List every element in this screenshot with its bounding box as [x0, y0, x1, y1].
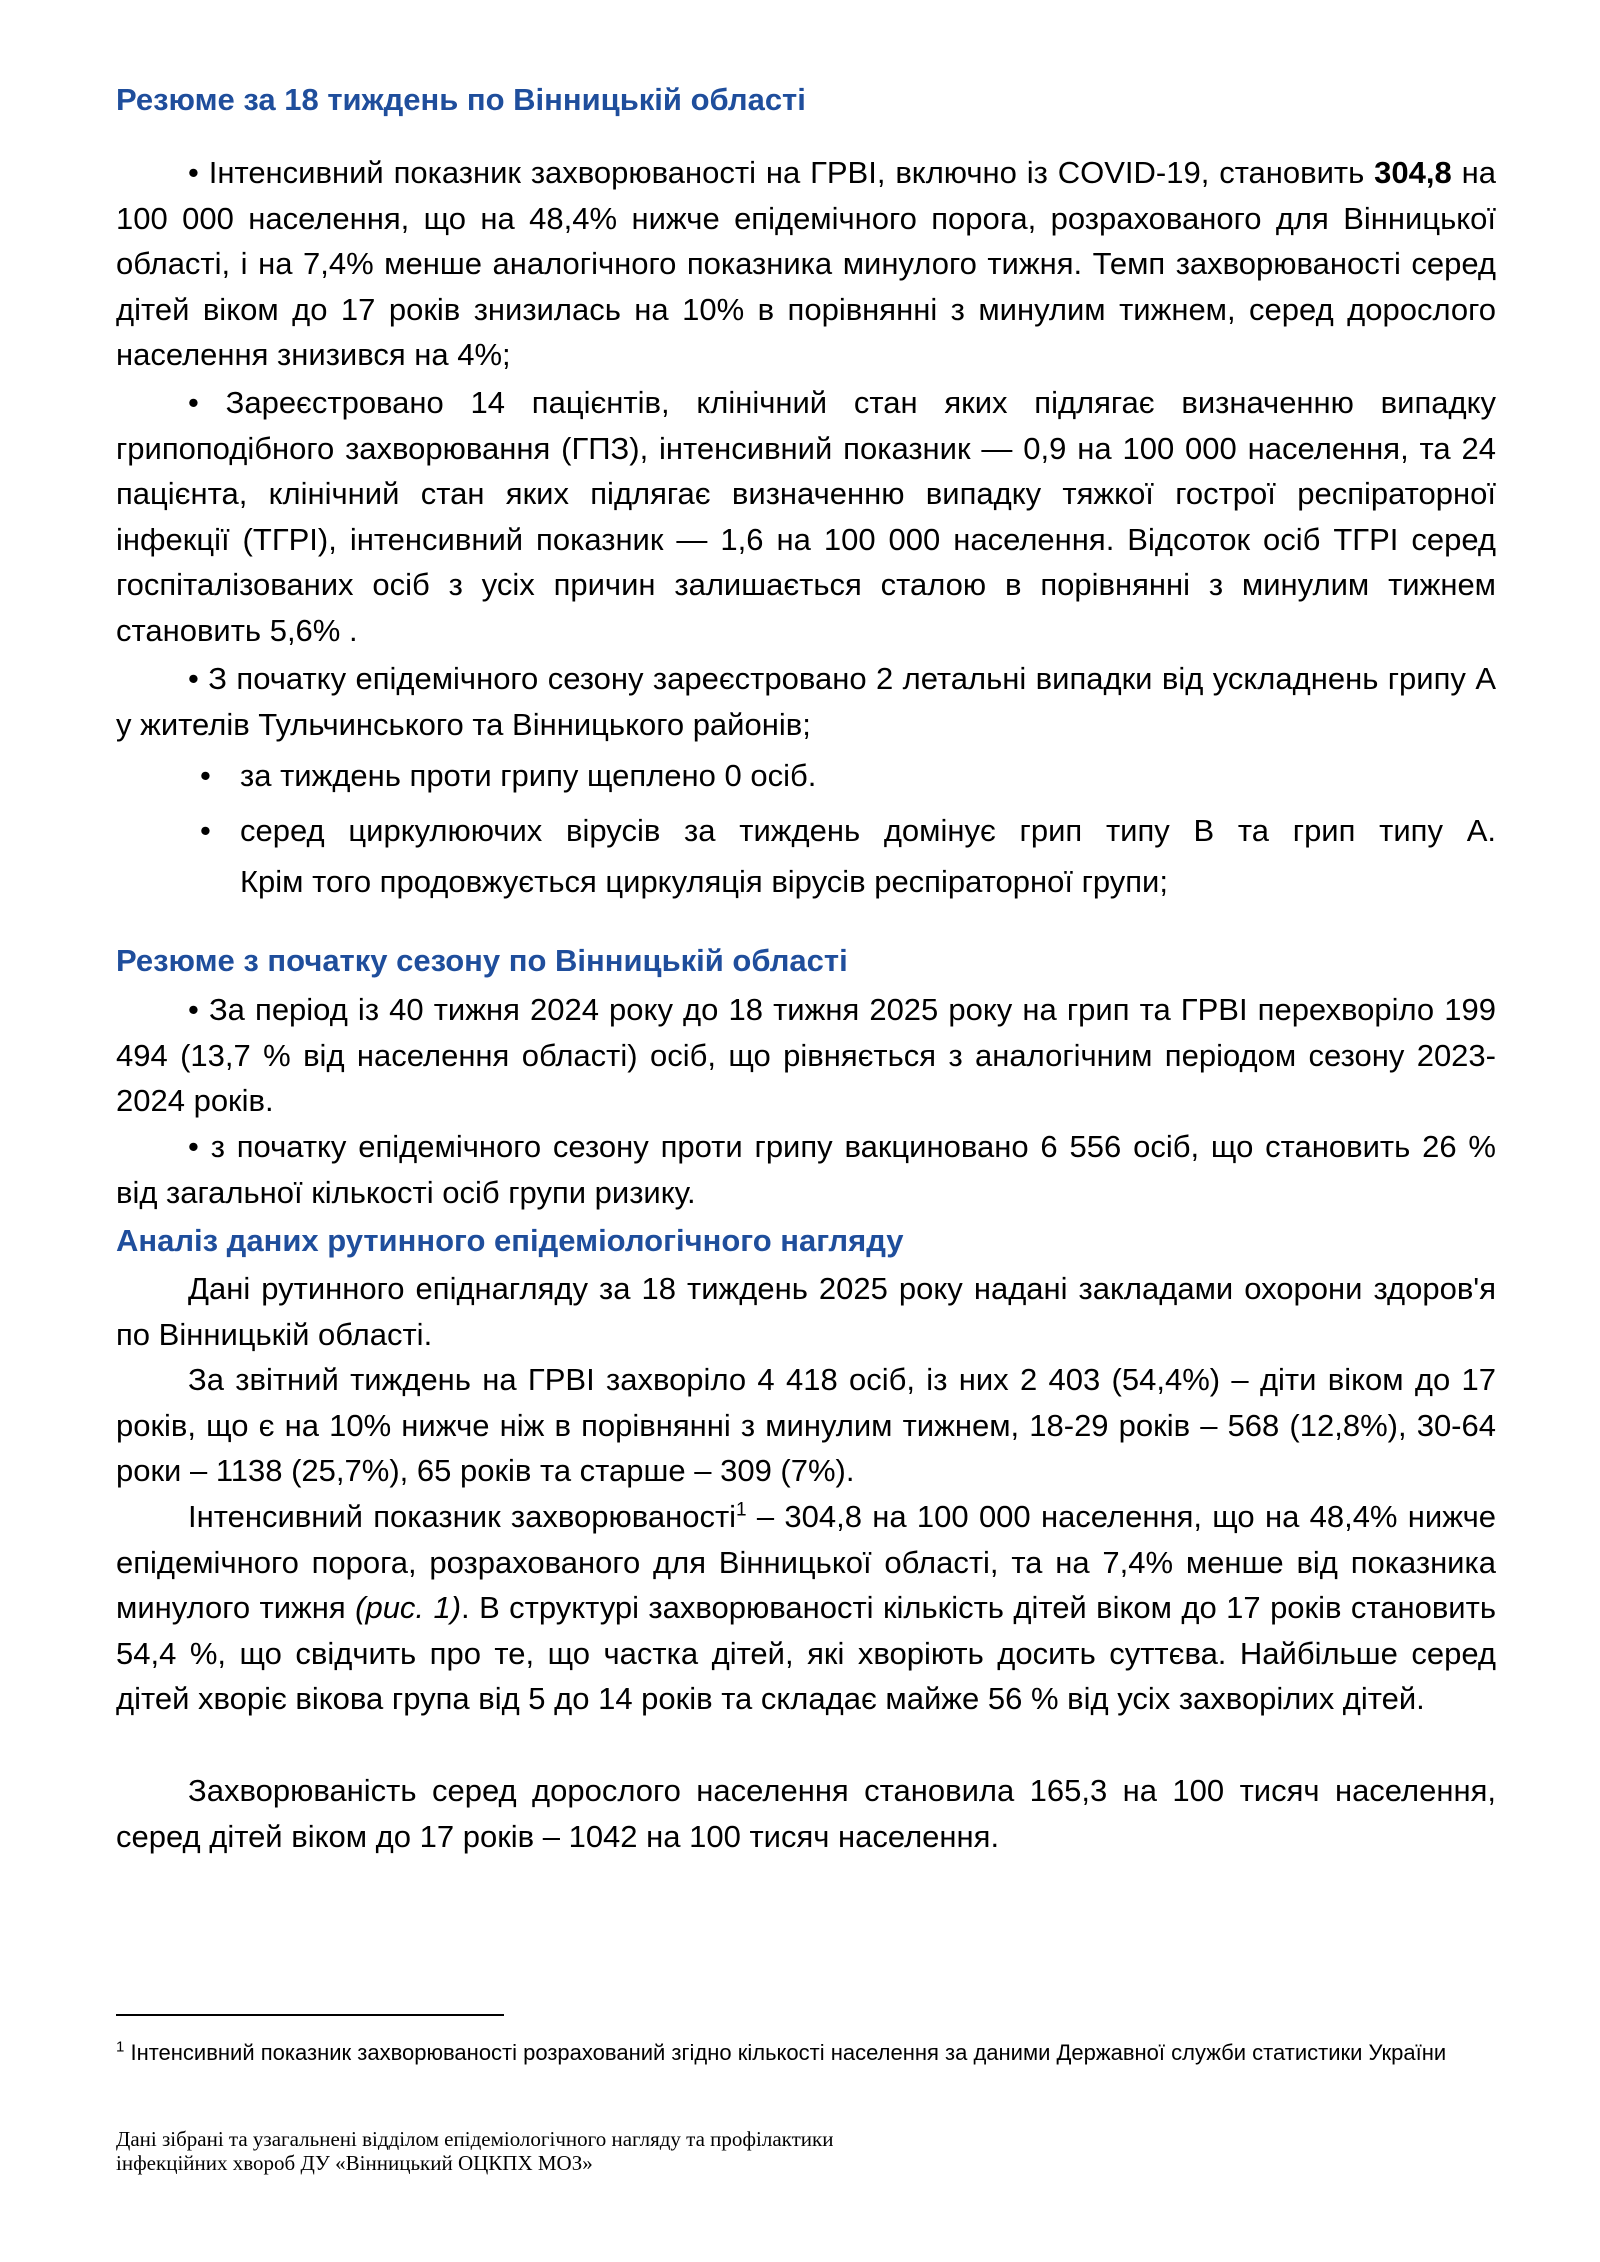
summary-bullet-vaccinated-week: за тиждень проти грипу щеплено 0 осіб.: [240, 758, 817, 793]
footnote: $^1$ Інтенсивний показник захворюваності розрахований згідно кількості населення за даними Державної служби статистики України: [116, 2038, 1447, 2065]
analysis-paragraph-intensity: Інтенсивний показник захворюваності$^1$ – 304,8 на 100 000 населення, що на 48,4% нижче епідемічного порога, розрахованого для Вінницької області, та на 7,4% менше від показника минулого тижня (рис. 1). В структурі захворюваності кількість дітей віком до 17 років становить 54,4 %, що свідчить про те, що частка дітей, які хворіють досить суттєва. Найбільше серед дітей хворіє вікова група від 5 до 14 років та складає майже 56 % від усіх захворілих дітей.: [116, 1499, 1496, 1716]
intensity-value: 304,8: [1374, 155, 1452, 190]
data-source-note: Дані зібрані та узагальнені відділом епідеміологічного нагляду та профілактики інфекційних хвороб ДУ «Вінницький ОЦКПХ МОЗ»: [116, 2127, 834, 2175]
season-bullet-cases: • За період із 40 тижня 2024 року до 18 тижня 2025 року на грип та ГРВІ перехворіло 199 494 (13,7 % від населення області) осіб, що рівняється з аналогічним періодом сезону 2023-2024 років.: [116, 992, 1496, 1118]
season-bullet-vaccination: • з початку епідемічного сезону проти грипу вакциновано 6 556 осіб, що становить 26 % від загальної кількості осіб групи ризику.: [116, 1129, 1496, 1210]
section-heading-season-summary: Резюме з початку сезону по Вінницькій області: [116, 943, 848, 978]
bullet-marker: •: [200, 758, 211, 793]
figure-reference: (рис. 1): [355, 1590, 462, 1625]
summary-bullet-viruses-cont: Крім того продовжується циркуляція вірусів респіраторної групи;: [240, 864, 1168, 899]
summary-bullet-viruses: серед циркулюючих вірусів за тиждень домінує грип типу В та грип типу А.: [240, 813, 1496, 848]
analysis-paragraph-weekly-cases: За звітний тиждень на ГРВІ захворіло 4 418 осіб, із них 2 403 (54,4%) – діти віком до 17 років, що є на 10% нижче ніж в порівнянні з минулим тижнем, 18-29 років – 568 (12,8%), 30-64 роки – 1138 (25,7%), 65 років та старше – 309 (7%).: [116, 1362, 1496, 1488]
summary-bullet-intensity: • Інтенсивний показник захворюваності на ГРВІ, включно із COVID-19, становить 304,8 на 100 000 населення, що на 48,4% нижче епідемічного порога, розрахованого для Вінницької області, і на 7,4% менше аналогічного показника минулого тижня. Темп захворюваності серед дітей віком до 17 років знизилась на 10% в порівнянні з минулим тижнем, серед дорослого населення знизився на 4%;: [116, 155, 1496, 372]
section-heading-weekly-summary: Резюме за 18 тиждень по Вінницькій області: [116, 82, 806, 117]
summary-bullet-fatal-cases: • З початку епідемічного сезону зареєстровано 2 летальні випадки від ускладнень грипу А у жителів Тульчинського та Вінницького районів;: [116, 661, 1496, 742]
summary-bullet-ili-sari: • Зареєстровано 14 пацієнтів, клінічний стан яких підлягає визначенню випадку грипоподібного захворювання (ГПЗ), інтенсивний показник — 0,9 на 100 000 населення, та 24 пацієнта, клінічний стан яких підлягає визначенню випадку тяжкої гострої респіраторної інфекції (ТГРІ), інтенсивний показник — 1,6 на 100 000 населення. Відсоток осіб ТГРІ серед госпіталізованих осіб з усіх причин залишається сталою в порівнянні з минулим тижнем становить 5,6% .: [116, 385, 1496, 648]
section-heading-surveillance-analysis: Аналіз даних рутинного епідеміологічного нагляду: [116, 1223, 904, 1258]
analysis-paragraph-adult-children: Захворюваність серед дорослого населення становила 165,3 на 100 тисяч населення, серед дітей віком до 17 років – 1042 на 100 тисяч населення.: [116, 1773, 1496, 1854]
footnote-ref: 1: [736, 1499, 747, 1521]
footnote-divider: [116, 2014, 504, 2016]
analysis-paragraph-data-source: Дані рутинного епіднагляду за 18 тиждень 2025 року надані закладами охорони здоров'я по Вінницькій області.: [116, 1271, 1496, 1352]
bullet-marker: •: [200, 813, 211, 848]
